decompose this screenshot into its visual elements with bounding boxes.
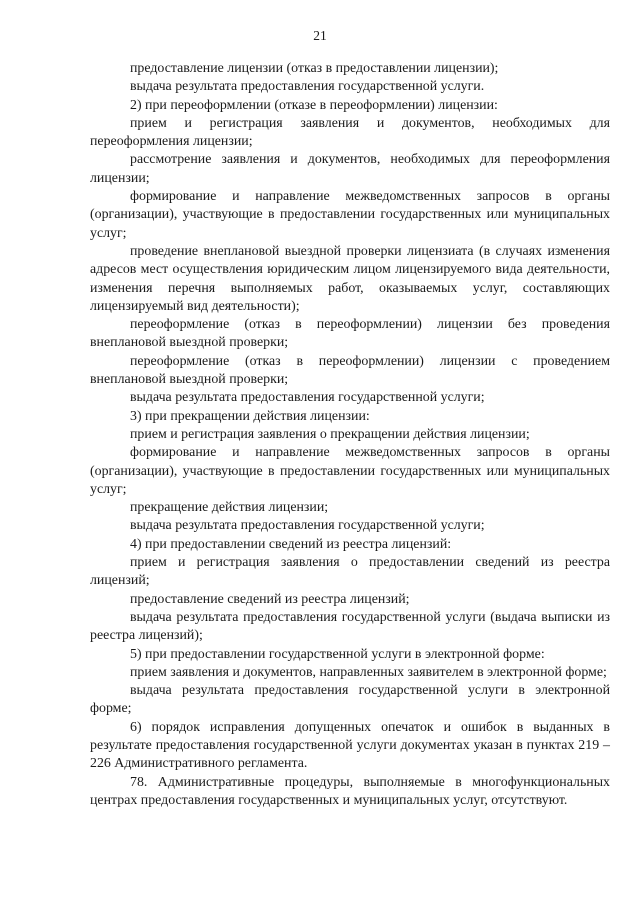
- list-heading: 4) при предоставлении сведений из реестра лицензий:: [130, 536, 452, 552]
- paragraph: переоформление (отказ в переоформлении) лицензии без проведения внеплановой выездной проверки;: [90, 317, 610, 351]
- paragraph: формирование и направление межведомственных запросов в органы (организации), участвующие в предоставлении государственных или муниципальных услуг;: [90, 189, 610, 241]
- paragraph: 6) порядок исправления допущенных опечаток и ошибок в выданных в результате предоставления государственной услуги документах указан в пунктах 219 – 226 Административного регламента.: [90, 719, 610, 772]
- list-heading: 2) при переоформлении (отказе в переоформлении) лицензии:: [130, 97, 498, 113]
- paragraph: рассмотрение заявления и документов, необходимых для переоформления лицензии;: [90, 152, 610, 186]
- paragraph: выдача результата предоставления государственной услуги.: [130, 79, 485, 95]
- paragraph: переоформление (отказ в переоформлении) лицензии с проведением внеплановой выездной проверки;: [90, 353, 610, 388]
- paragraph: выдача результата предоставления государственной услуги;: [130, 390, 485, 406]
- paragraph: прием и регистрация заявления и документов, необходимых для переоформления лицензии;: [90, 115, 610, 150]
- page-number: 21: [313, 28, 327, 43]
- paragraph: формирование и направление межведомственных запросов в органы (организации), участвующие в предоставлении государственных или муниципальных услуг;: [90, 445, 610, 497]
- paragraph: предоставление сведений из реестра лицензий;: [130, 591, 410, 607]
- paragraph: проведение внеплановой выездной проверки лицензиата (в случаях изменения адресов мест осуществления юридическим лицом лицензируемого вида деятельности, изменения перечня выполняемых работ, оказываемых услуг, составляющих лицензируемый вид деятельности);: [90, 243, 610, 314]
- paragraph: выдача результата предоставления государственной услуги;: [130, 518, 485, 534]
- section-paragraph: 78. Административные процедуры, выполняемые в многофункциональных центрах предоставления государственных и муниципальных услуг, отсутствуют.: [90, 774, 610, 808]
- list-heading: 5) при предоставлении государственной услуги в электронной форме:: [130, 646, 545, 662]
- list-heading: 3) при прекращении действия лицензии:: [130, 408, 370, 424]
- document-body: [90, 60, 610, 810]
- paragraph: прием и регистрация заявления о прекращении действия лицензии;: [130, 426, 530, 442]
- paragraph: прием заявления и документов, направленных заявителем в электронной форме;: [130, 664, 607, 680]
- paragraph: предоставление лицензии (отказ в предоставлении лицензии);: [130, 61, 499, 76]
- paragraph: выдача результата предоставления государственной услуги (выдача выписки из реестра лицензий);: [90, 609, 610, 644]
- paragraph: выдача результата предоставления государственной услуги в электронной форме;: [90, 683, 610, 717]
- paragraph: прекращение действия лицензии;: [130, 500, 329, 516]
- paragraph: прием и регистрация заявления о предоставлении сведений из реестра лицензий;: [90, 555, 610, 589]
